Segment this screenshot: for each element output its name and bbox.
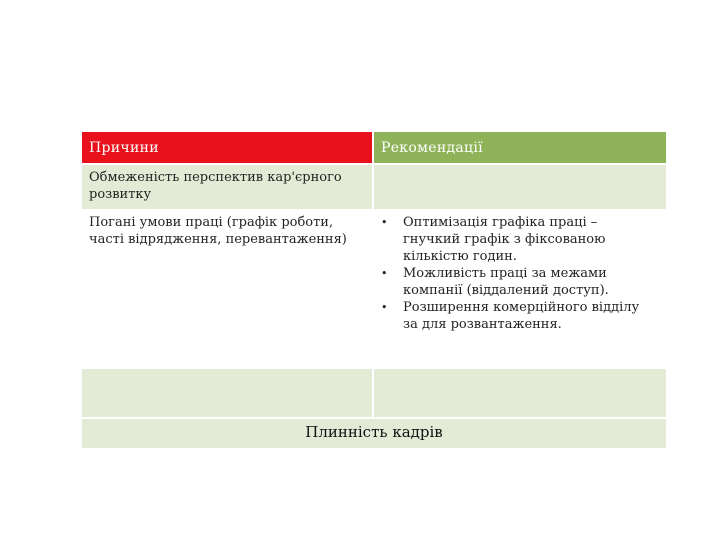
causes-header xyxy=(82,132,373,164)
cause-text: Обмеженість перспектив кар'єрного розвитку xyxy=(89,170,342,202)
cause-cell xyxy=(82,369,373,418)
table-footer-row xyxy=(82,418,666,448)
causes-header-label: Причини xyxy=(89,140,159,156)
recommendations-header xyxy=(373,132,666,164)
table-footer-label: Плинність кадрів xyxy=(305,423,443,441)
list-item: • Оптимізація графіка праці – гнучкий графік з фіксованою кількістю годин. xyxy=(381,214,658,265)
list-item: • Можливість праці за межами компанії (віддалений доступ). xyxy=(381,265,658,299)
recommendation-cell xyxy=(373,209,666,369)
recommendation-cell xyxy=(373,164,666,209)
cause-text xyxy=(82,369,372,373)
footer-cell xyxy=(82,418,666,448)
list-item: • Розширення комерційного відділу за для розвантаження. xyxy=(381,299,658,333)
table-header-row xyxy=(82,132,666,164)
cause-cell xyxy=(82,209,373,369)
table-row xyxy=(82,209,666,369)
recommendations-header-label: Рекомендації xyxy=(381,140,483,156)
recommendation-cell xyxy=(373,369,666,418)
table-row xyxy=(82,164,666,209)
recommendation-list xyxy=(373,209,666,333)
cause-cell xyxy=(82,164,373,209)
cause-text: Погані умови праці (графік роботи, часті відрядження, перевантаження) xyxy=(89,215,347,247)
causes-recommendations-table xyxy=(82,132,666,448)
table-row xyxy=(82,369,666,418)
